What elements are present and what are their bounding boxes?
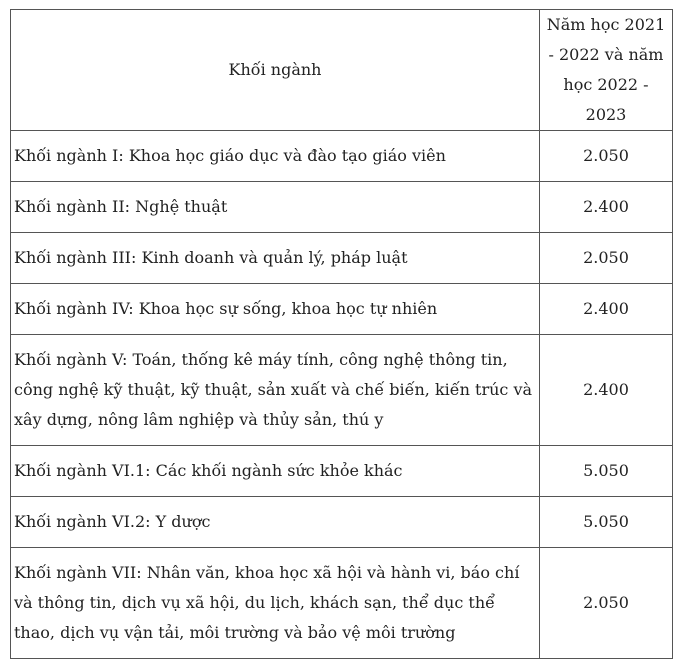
header-group: Khối ngành bbox=[11, 10, 540, 131]
tuition-table-container bbox=[10, 9, 673, 659]
row-value: 2.050 bbox=[540, 548, 673, 659]
header-year: Năm học 2021 - 2022 và năm học 2022 - 2023 bbox=[540, 10, 673, 131]
row-value: 5.050 bbox=[540, 446, 673, 497]
row-label: Khối ngành IV: Khoa học sự sống, khoa học tự nhiên bbox=[11, 284, 540, 335]
row-value: 2.400 bbox=[540, 335, 673, 446]
table-row bbox=[11, 497, 673, 548]
row-label: Khối ngành VII: Nhân văn, khoa học xã hội và hành vi, báo chí và thông tin, dịch vụ xã hội, du lịch, khách sạn, thể dục thể thao, dịch vụ vận tải, môi trường và bảo vệ môi trường bbox=[11, 548, 540, 659]
table-row bbox=[11, 548, 673, 659]
table-row bbox=[11, 131, 673, 182]
row-label: Khối ngành VI.2: Y dược bbox=[11, 497, 540, 548]
row-label: Khối ngành I: Khoa học giáo dục và đào tạo giáo viên bbox=[11, 131, 540, 182]
table-row bbox=[11, 284, 673, 335]
table-row bbox=[11, 335, 673, 446]
row-value: 2.050 bbox=[540, 131, 673, 182]
row-label: Khối ngành III: Kinh doanh và quản lý, pháp luật bbox=[11, 233, 540, 284]
row-label: Khối ngành V: Toán, thống kê máy tính, công nghệ thông tin, công nghệ kỹ thuật, kỹ thuật, sản xuất và chế biến, kiến trúc và xây dựng, nông lâm nghiệp và thủy sản, thú y bbox=[11, 335, 540, 446]
table-row bbox=[11, 182, 673, 233]
row-label: Khối ngành VI.1: Các khối ngành sức khỏe khác bbox=[11, 446, 540, 497]
row-value: 2.400 bbox=[540, 284, 673, 335]
row-value: 2.400 bbox=[540, 182, 673, 233]
row-value: 2.050 bbox=[540, 233, 673, 284]
row-label: Khối ngành II: Nghệ thuật bbox=[11, 182, 540, 233]
table-row bbox=[11, 233, 673, 284]
table-header-row bbox=[11, 10, 673, 131]
row-value: 5.050 bbox=[540, 497, 673, 548]
table-row bbox=[11, 446, 673, 497]
tuition-table bbox=[10, 9, 673, 659]
